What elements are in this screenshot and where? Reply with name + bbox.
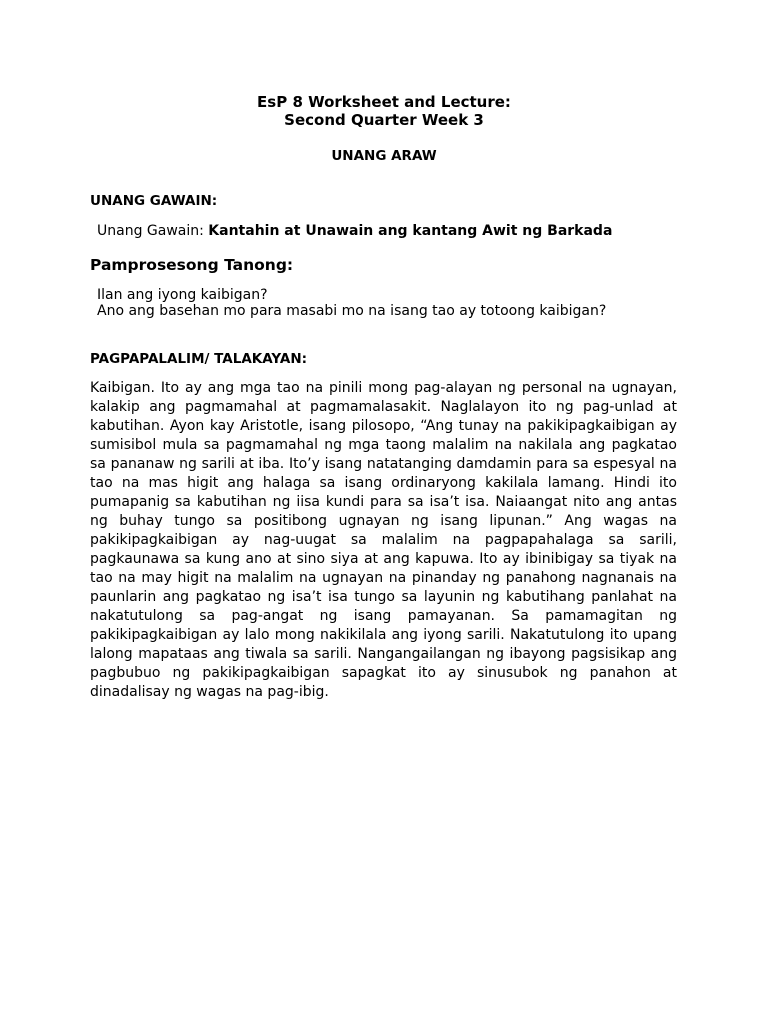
tanong-heading: Pamprosesong Tanong:: [90, 256, 294, 274]
gawain-task-title: Kantahin at Unawain ang kantang Awit ng Barkada: [208, 223, 613, 239]
document-title-line-1: EsP 8 Worksheet and Lecture:: [257, 93, 511, 111]
body-paragraph: Kaibigan. Ito ay ang mga tao na pinili mong pag-alayan ng personal na ugnayan, kalakip ang pagmamahal at pagmamalasakit. Naglalayon ito ng pag-unlad at kabutihan. Ayon kay Aristotle, isang pilosopo, “Ang tunay na pakikipagkaibigan ay sumisibol mula sa pagmamahal ng mga taong malalim na nakilala ang pagkatao sa pananaw ng sarili at iba. Ito’y isang natatanging damdamin para sa espesyal na tao na mas higit ang halaga sa isang ordinaryong kakilala lamang. Hindi ito pumapanig sa kabutihan ng iisa kundi para sa isa’t isa. Naiaangat nito ang antas ng buhay tungo sa positibong ugnayan ng isang lipunan.” Ang wagas na pakikipagkaibigan ay nag-uugat sa malalim na pagpapahalaga sa sarili, pagkaunawa sa kung ano at sino siya at ang kapuwa. Ito ay ibinibigay sa tiyak na tao na may higit na malalim na ugnayan na pinanday ng panahong nagnanais na paunlarin ang pagkatao ng isa’t isa tungo sa layunin ng kabutihang panlahat na nakatutulong sa pag-angat ng isang pamayanan. Sa pamamagitan ng pakikipagkaibigan ay lalo mong nakikilala ang iyong sarili. Nakatutulong ito upang lalong mapataas ang tiwala sa sarili. Nangangailangan ng ibayong pagsisikap ang pagbubuo ng pakikipagkaibigan sapagkat ito ay sinusubok ng panahon at dinadalisay ng wagas na pag-ibig.: [90, 380, 677, 700]
gawain-task-line: [97, 222, 612, 240]
day-heading: UNANG ARAW: [331, 148, 437, 164]
document-title-line-2: Second Quarter Week 3: [284, 111, 484, 129]
gawain-prefix: Unang Gawain:: [97, 223, 209, 239]
gawain-heading: UNANG GAWAIN:: [90, 193, 218, 209]
question-item: Ilan ang iyong kaibigan?: [97, 287, 268, 303]
question-item: Ano ang basehan mo para masabi mo na isang tao ay totoong kaibigan?: [97, 303, 607, 319]
pagpapalalim-heading: PAGPAPALALIM/ TALAKAYAN:: [90, 351, 308, 367]
